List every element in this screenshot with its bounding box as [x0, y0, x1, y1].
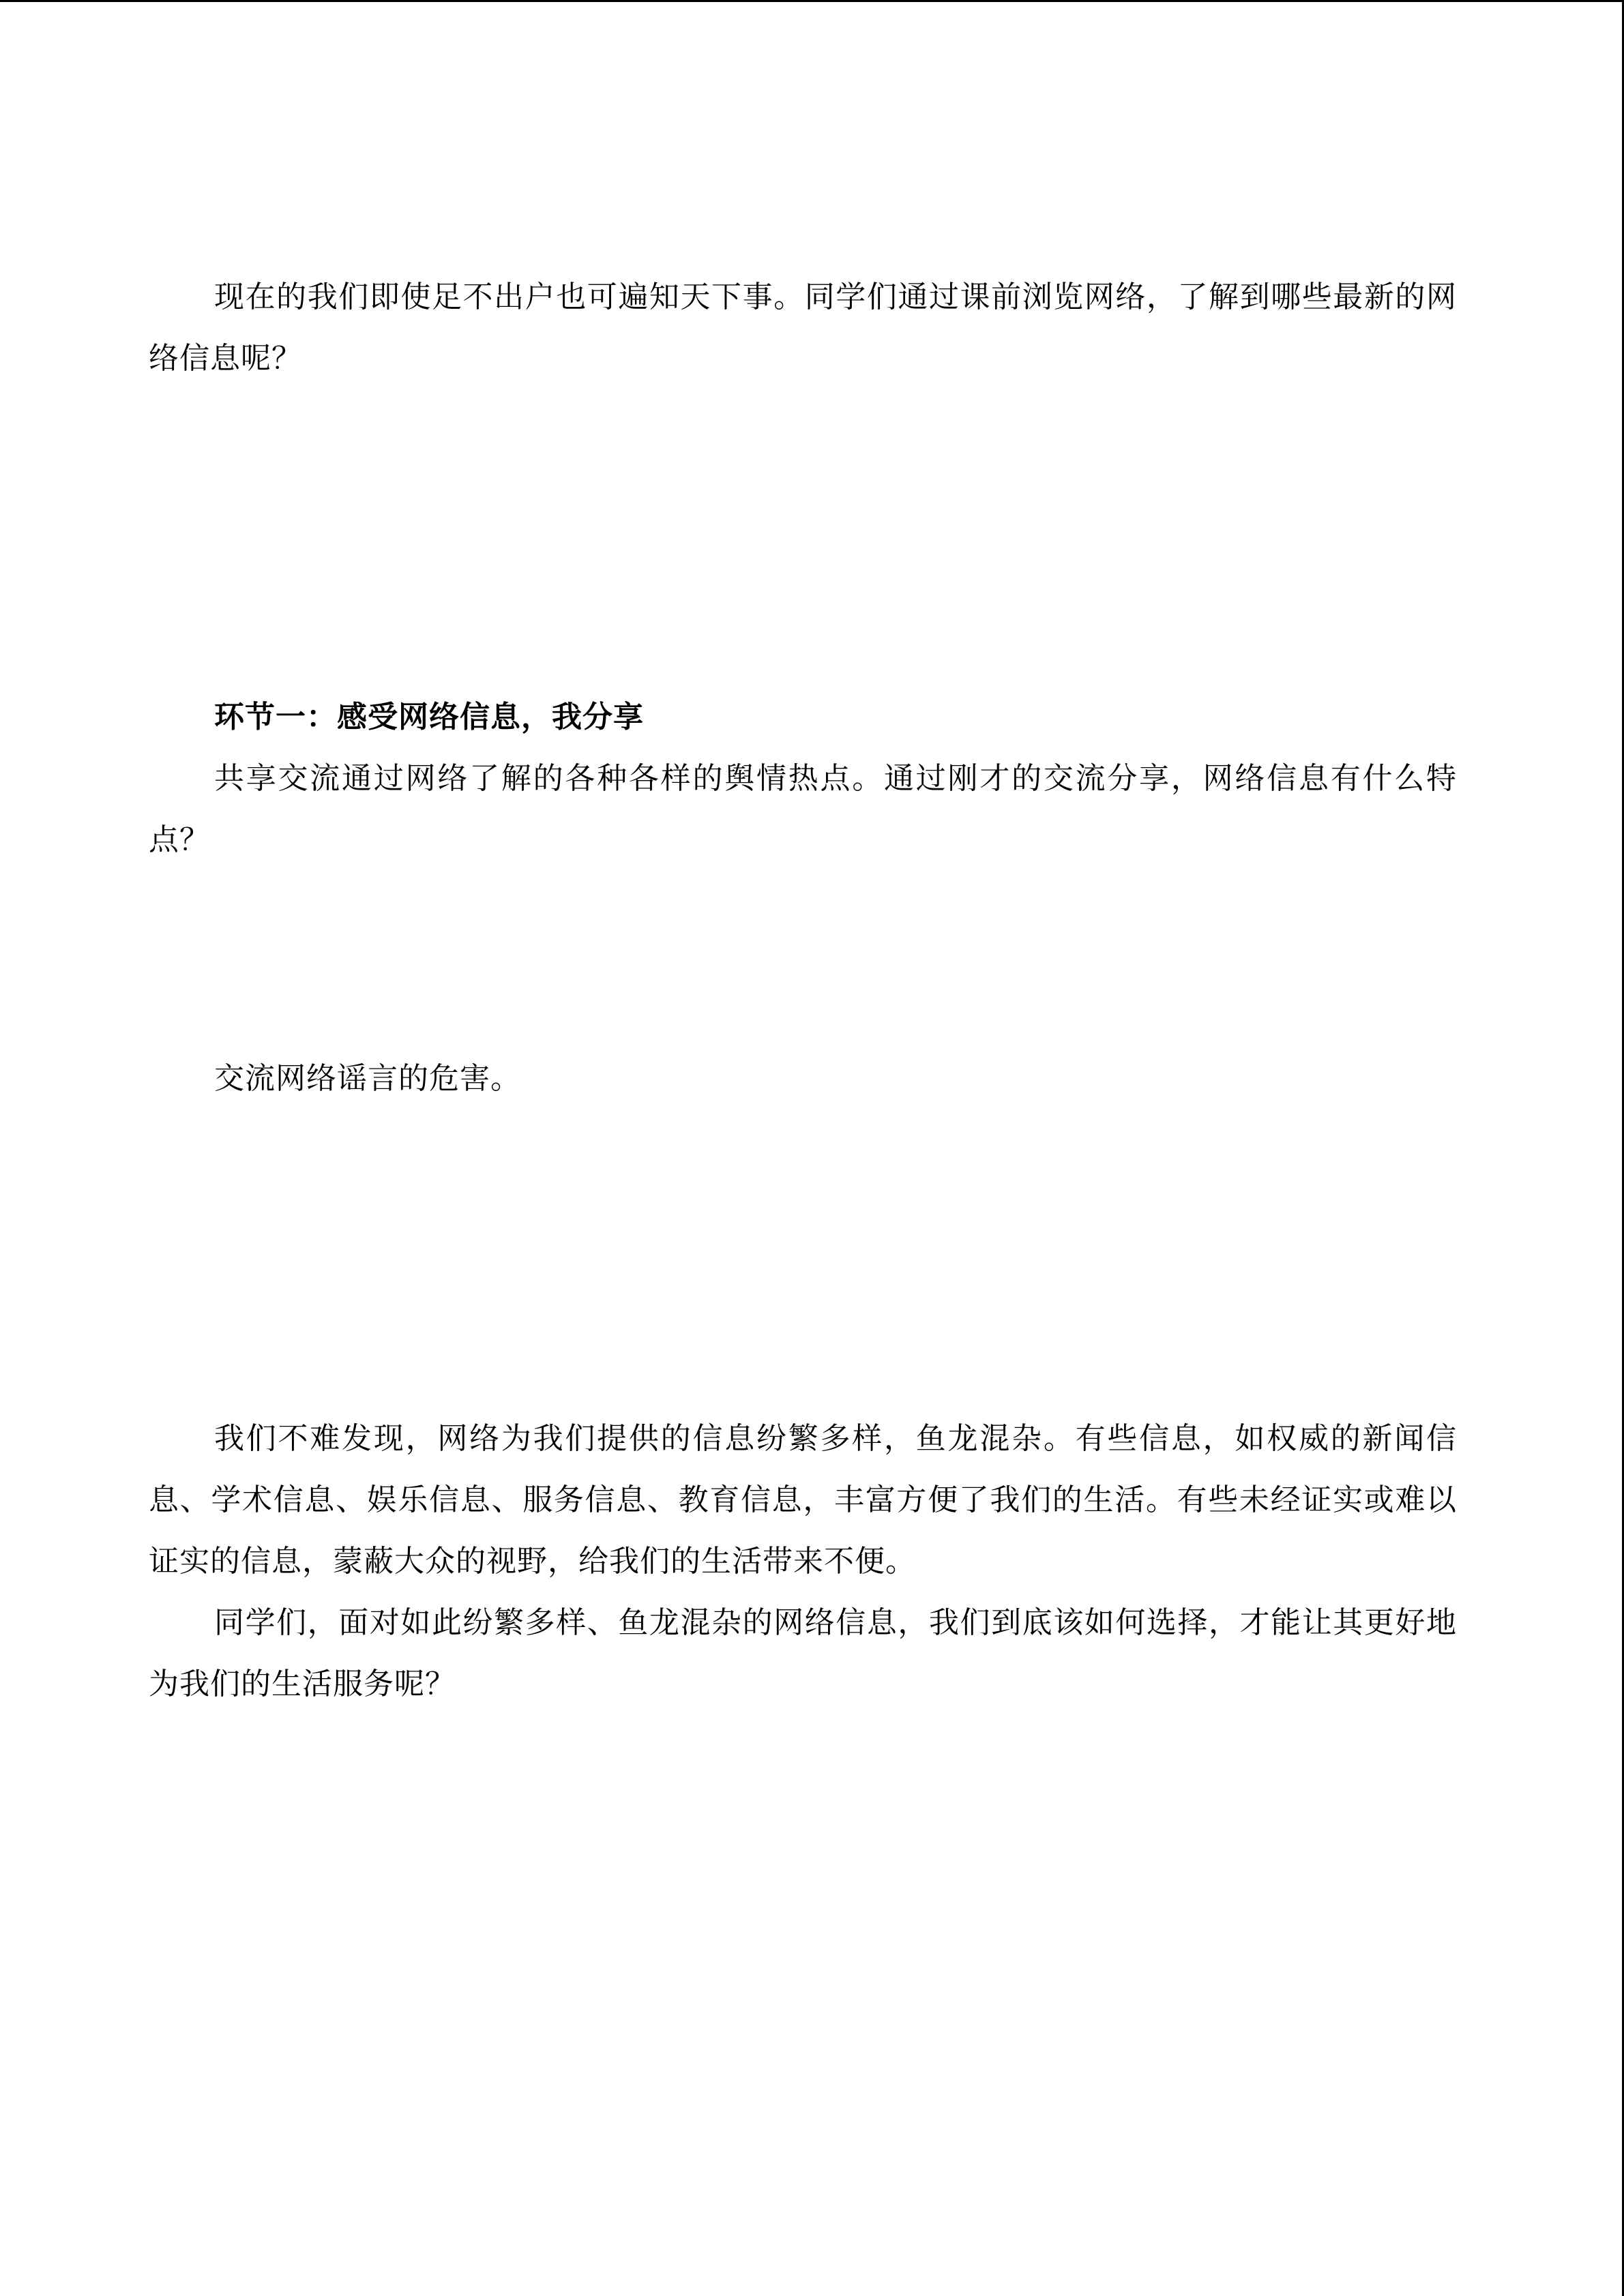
rumor-harm-paragraph: 交流网络谣言的危害。	[214, 1061, 521, 1096]
intro-paragraph: 现在的我们即使足不出户也可遍知天下事。同学们通过课前浏览网络，了解到哪些最新的网络信息呢？	[149, 280, 1457, 376]
discovery-paragraph: 我们不难发现，网络为我们提供的信息纷繁多样，鱼龙混杂。有些信息，如权威的新闻信息、学术信息、娱乐信息、服务信息、教育信息，丰富方便了我们的生活。有些未经证实或难以证实的信息，蒙蔽大众的视野，给我们的生活带来不便。	[149, 1421, 1457, 1579]
section-one-heading: 环节一：感受网络信息，我分享	[214, 700, 644, 734]
question-paragraph: 同学们，面对如此纷繁多样、鱼龙混杂的网络信息，我们到底该如何选择，才能让其更好地为我们的生活服务呢？	[149, 1605, 1457, 1701]
share-exchange-paragraph: 共享交流通过网络了解的各种各样的舆情热点。通过刚才的交流分享，网络信息有什么特点？	[149, 761, 1457, 857]
